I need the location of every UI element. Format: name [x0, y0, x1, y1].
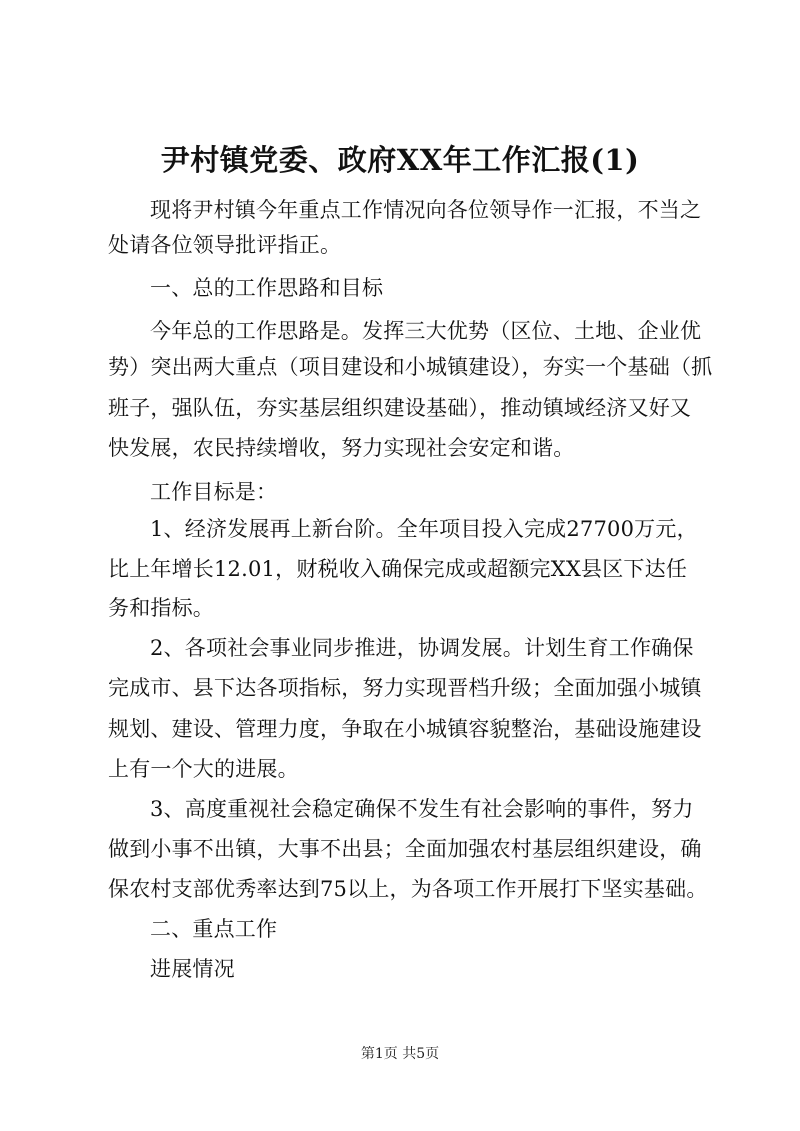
text-line: 保农村支部优秀率达到75以上，为各项工作开展打下坚实基础。 — [108, 877, 708, 901]
text-line: 上有一个大的进展。 — [108, 757, 299, 781]
text-line: 完成市、县下达各项指标，努力实现晋档升级；全面加强小城镇 — [108, 676, 702, 700]
text-line: 进展情况 — [150, 957, 235, 981]
text-line: 3、高度重视社会稳定确保不发生有社会影响的事件，努力 — [150, 797, 694, 821]
text-line: 班子，强队伍，夯实基层组织建设基础），推动镇域经济又好又 — [108, 396, 692, 420]
text-line: 1、经济发展再上新台阶。全年项目投入完成27700万元， — [150, 517, 698, 541]
text-line: 现将尹村镇今年重点工作情况向各位领导作一汇报，不当之 — [150, 198, 702, 222]
text-line: 2、各项社会事业同步推进，协调发展。计划生育工作确保 — [150, 636, 694, 660]
section-heading: 一、总的工作思路和目标 — [150, 276, 384, 300]
text-line: 务和指标。 — [108, 596, 214, 620]
text-line: 比上年增长12.01，财税收入确保完成或超额完XX县区下达任 — [108, 557, 688, 581]
document-title: 尹村镇党委、政府XX年工作汇报(1) — [160, 143, 640, 177]
text-line: 处请各位领导批评指正。 — [108, 233, 342, 257]
text-line: 规划、建设、管理力度，争取在小城镇容貌整治，基础设施建设 — [108, 717, 702, 741]
text-line: 势）突出两大重点（项目建设和小城镇建设），夯实一个基础（抓 — [108, 355, 713, 379]
text-line: 快发展，农民持续增收，努力实现社会安定和谐。 — [108, 436, 575, 460]
text-line: 今年总的工作思路是。发挥三大优势（区位、土地、企业优 — [150, 319, 702, 343]
text-line: 做到小事不出镇，大事不出县；全面加强农村基层组织建设，确 — [108, 837, 702, 861]
section-heading: 二、重点工作 — [150, 917, 278, 941]
text-line: 工作目标是： — [150, 480, 278, 504]
page-footer: 第1页 共5页 — [360, 1046, 440, 1062]
